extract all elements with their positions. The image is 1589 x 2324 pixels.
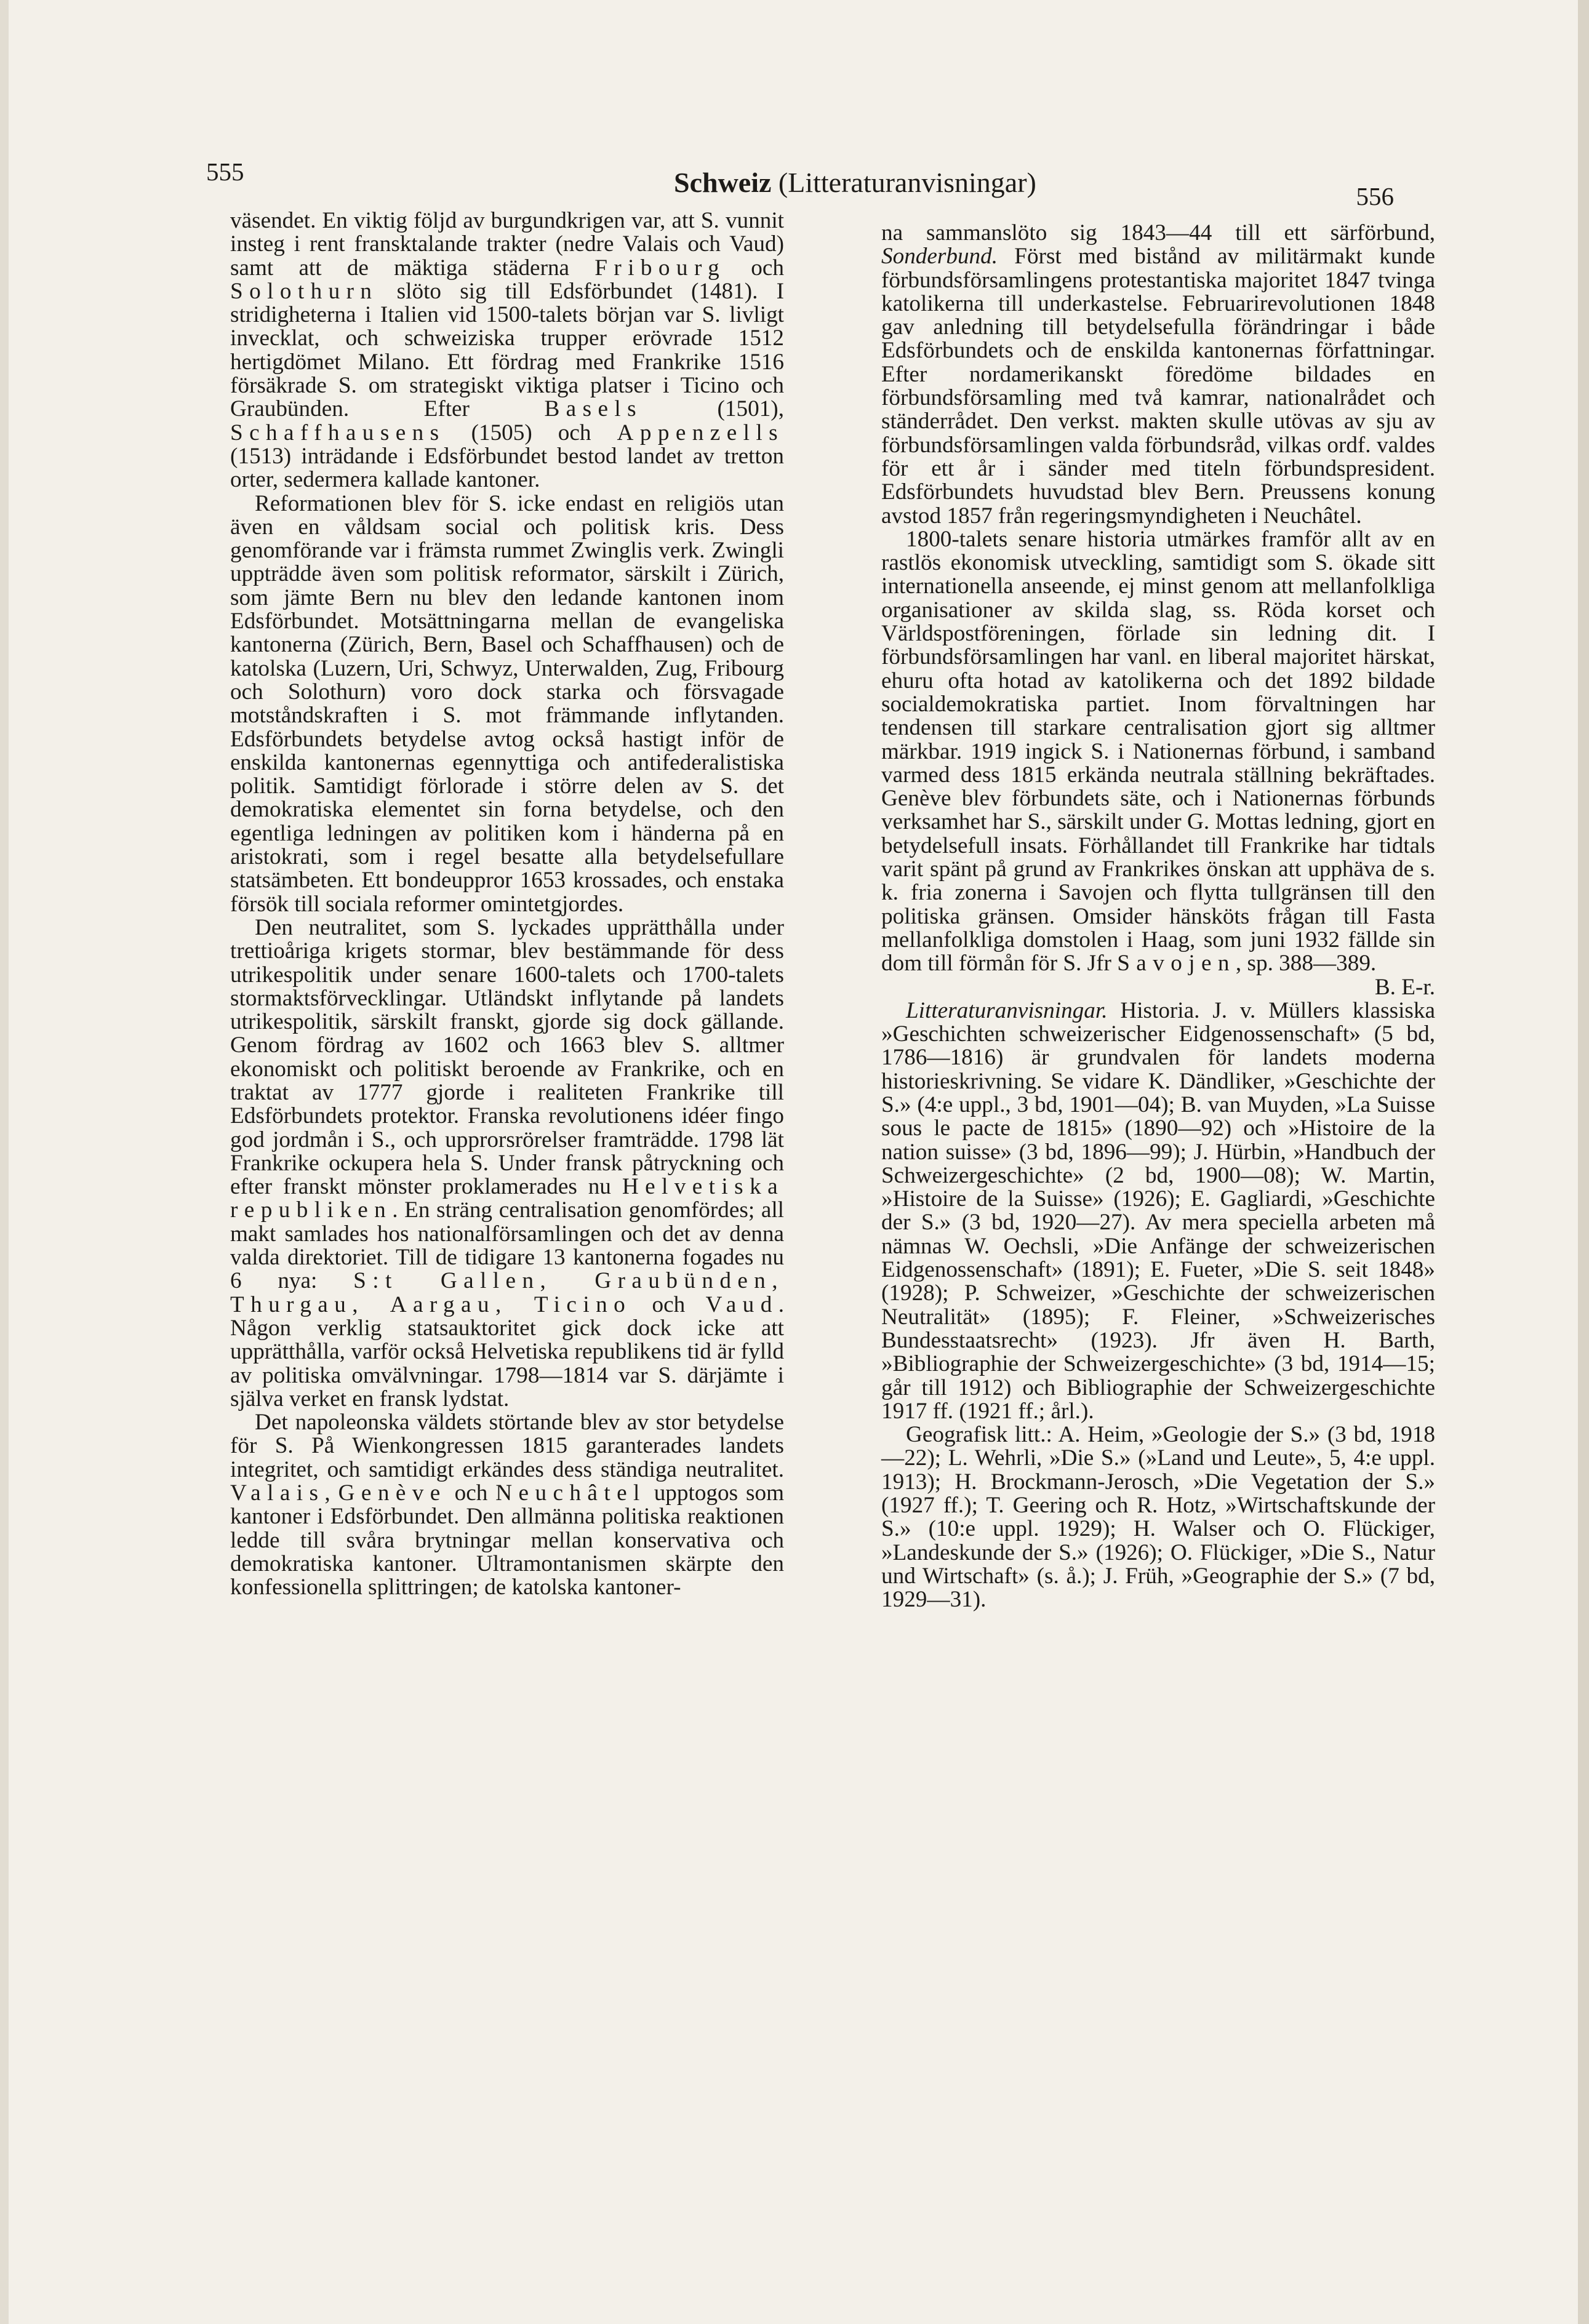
- text-run: och: [446, 1480, 496, 1506]
- title-bold: Schweiz: [674, 167, 772, 198]
- italic-term: Sonderbund.: [881, 244, 998, 270]
- paragraph: [881, 999, 1435, 1423]
- spaced-name: Vaud: [705, 1292, 778, 1317]
- text-run: och: [631, 1292, 706, 1317]
- text-run: (1501),: [642, 396, 784, 422]
- spaced-name: Solothurn: [230, 278, 378, 304]
- section-heading: Litteraturanvisningar.: [906, 997, 1108, 1023]
- text-run: Det napoleonska väldets störtande blev av stor betydelse för S. På Wienkongressen 1815 garanterades landets integritet, och samtidigt erkändes dess ständiga neutralitet.: [230, 1410, 784, 1482]
- spaced-name: Genève: [338, 1480, 447, 1506]
- page-edge-left: [0, 0, 9, 2324]
- page-number-left: 555: [206, 158, 244, 186]
- text-run: ,: [324, 1480, 338, 1506]
- page-edge-right: [1578, 0, 1589, 2324]
- text-run: slöto sig till Edsförbundet (1481). I stridigheterna i Italien vid 1500-talets början var S. livligt invecklat, och schweiziska trupper erövrade 1512 hertigdömet Milano. Ett fördrag med Frankrike 1516 försäkrade S. om strategiskt viktiga platser i Ticino och Graubünden. Efter: [230, 278, 784, 422]
- cross-reference: Savojen: [1117, 951, 1236, 976]
- text-run: na sammanslöto sig 1843—44 till ett särförbund,: [881, 220, 1435, 246]
- spaced-name: Valais: [230, 1480, 325, 1506]
- text-run: 1800-talets senare historia utmärkes framför allt av en rastlös ekonomisk utveckling, samtidigt som S. ökade sitt internationella anseende, ej minst genom att mellanfolkliga organisationer av skilda slag, ss. Röda korset och Världspostföreningen, förlade sin ledning dit. I förbundsförsamlingen har vanl. en liberal majoritet härskat, ehuru ofta hotad av katolikerna och det 1892 bildade socialdemokratiska partiet. Inom förvaltningen har tendensen till starkare centralisation gjort sig alltmer märkbar. 1919 ingick S. i Nationernas förbund, i samband varmed dess 1815 erkända neutrala ställning bekräftades. Genève blev förbundets säte, och i Nationernas förbunds verksamhet har S., särskilt under G. Mottas ledning, gjort en betydelsefull insats. Förhållandet till Frankrike har tidtals varit spänt på grund av Frankrikes önskan att upphäva de s. k. fria zonerna i Savojen och flytta tullgränsen till den politiska gränsen. Omsider hänsköts frågan till Fasta mellanfolkliga domstolen i Haag, som juni 1932 fällde sin dom till förmån för S. Jfr: [881, 526, 1435, 976]
- text-run: . En sträng centralisation genomfördes; all makt samlades hos nationalförsamlingen och det av denna valda direktoriet. Till de tidigare 13 kantonerna fogades nu 6 nya:: [230, 1197, 784, 1294]
- spaced-name: Fribourg: [594, 255, 726, 281]
- paragraph: [230, 916, 784, 1411]
- page-number-right: 556: [1356, 182, 1394, 210]
- paragraph: [230, 1411, 784, 1599]
- paragraph: Reformationen blev för S. icke endast en religiös utan även en våldsam social och politisk kris. Dess genomförande var i främsta rummet Zwinglis verk. Zwingli uppträdde även som politisk reformator, särskilt i Zürich, som jämte Bern nu blev den ledande kantonen inom Edsförbundet. Motsättningarna mellan de evangeliska kantonerna (Zürich, Bern, Basel och Schaffhausen) och de katolska (Luzern, Uri, Schwyz, Unterwalden, Zug, Fribourg och Solothurn) voro dock starka och försvagade motståndskraften i S. mot främmande inflytanden. Edsförbundets betydelse avtog också hastigt inför de enskilda kantonernas egennyttiga och antifederalistiska politik. Samtidigt förlorade i större delen av S. det demokratiska elementet sin forna betydelse, och den egentliga ledningen av politiken kom i händerna på en aristokrati, som i regel besatte alla betydelsefullare statsämbeten. Ett bondeuppror 1653 krossades, och enstaka försök till sociala reformer omintetgjordes.: [230, 490, 784, 917]
- column-right: [881, 222, 1435, 1612]
- spaced-name: Neuchâtel: [495, 1480, 646, 1506]
- paragraph: [230, 209, 784, 492]
- spaced-name: S:t Gallen, Graubünden, Thurgau, Aargau, Ticino: [230, 1268, 784, 1317]
- text-run: och: [726, 255, 784, 281]
- paragraph: Geografisk litt.: A. Heim, »Geologie der S.» (3 bd, 1918—22); L. Wehrli, »Die S.» (»Land und Leute», 5, 4:e uppl. 1913); H. Brockmann-Jerosch, »Die Vegetation der S.» (1927 ff.); T. Geering och R. Hotz, »Wirtschaftskunde der S.» (10:e uppl. 1929); H. Walser och O. Flückiger, »Landeskunde der S.» (1926); O. Flückiger, »Die S., Natur und Wirtschaft» (s. å.); J. Früh, »Geographie der S.» (7 bd, 1929—31).: [881, 1422, 1435, 1613]
- paragraph: [881, 222, 1435, 528]
- text-run: (1505) och: [445, 420, 617, 445]
- text-run: Den neutralitet, som S. lyckades upprätthålla under trettioåriga krigets stormar, blev bestämmande för dess utrikespolitik under senare 1600-talets och 1700-talets stormaktsförvecklingar. Utländskt inflytande på landets utrikespolitik, särskilt franskt, gjorde sig dock gällande. Genom fördrag av 1602 och 1663 blev S. alltmer ekonomiskt och politiskt beroende av Frankrike, och en traktat av 1777 gjorde i realiteten Frankrike till Edsförbundets protektor. Franska revolutionens idéer fingo god jordmån i S., och upprorsrörelser framträdde. 1798 lät Frankrike ockupera hela S. Under fransk påtryckning och efter franskt mönster proklamerades nu: [230, 914, 784, 1200]
- text-run: , sp. 388—389.: [1235, 951, 1377, 976]
- text-run: Först med bistånd av militärmakt kunde förbundsförsamlingens protestantiska majoritet 1847 tvinga katolikerna till underkastelse. Februarirevolutionen 1848 gav anledning till betydelsefulla förändringar i både Edsförbundets och de enskilda kantonernas författningar. Efter nordamerikanskt föredöme bildades en förbundsförsamling med två kamrar, nationalrådet och ständerrådet. Den verkst. makten skulle utövas av sju av förbundsförsamlingen valda förbundsråd, vilkas ordf. valdes för ett år i sänder med titeln förbundspresident. Edsförbundets huvudstad blev Bern. Preussens konung avstod 1857 från regeringsmyndigheten i Neuchâtel.: [881, 244, 1435, 529]
- running-header: [206, 151, 1394, 210]
- spaced-name: Basels: [544, 396, 643, 422]
- spaced-name: Schaffhausens: [230, 420, 446, 445]
- spaced-name: Appenzells: [617, 420, 784, 445]
- text-run: (1513) inträdande i Edsförbundet bestod landet av tretton orter, sedermera kallade kantoner.: [230, 443, 784, 493]
- paragraph: [881, 526, 1435, 1000]
- text-run: Historia. J. v. Müllers klassiska »Geschichten schweizerischer Eidgenossenschaft» (5 bd, 1786—1816) är grundvalen för landets moderna historieskrivning. Se vidare K. Dändliker, »Geschichte der S.» (4:e uppl., 3 bd, 1901—04); B. van Muyden, »La Suisse sous le pacte de 1815» (1890—92) och »Histoire de la nation suisse» (3 bd, 1896—99); J. Hürbin, »Handbuch der Schweizergeschichte» (2 bd, 1900—08); W. Martin, »Histoire de la Suisse» (1926); E. Gagliardi, »Geschichte der S.» (3 bd, 1920—27). Av mera speciella arbeten må nämnas W. Oechsli, »Die Anfänge der schweizerischen Eidgenossenschaft» (1891); E. Fueter, »Die S. seit 1848» (1928); P. Schweizer, »Geschichte der schweizerischen Neutralität» (1895); F. Fleiner, »Schweizerisches Bundesstaatsrecht» (1923). Jfr även H. Barth, »Bibliographie der Schweizergeschichte» (3 bd, 1914—15; går till 1912) och Bibliographie der Schweizergeschichte 1917 ff. (1921 ff.; årl.).: [881, 997, 1435, 1424]
- text-run: . Någon verklig statsauktoritet gick dock icke att upprätthålla, varför också Helvetiska republikens tid är fylld av politiska omvälvningar. 1798—1814 var S. därjämte i själva verket en fransk lydstat.: [230, 1292, 784, 1412]
- text-run: upptogos som kantoner i Edsförbundet. Den allmänna politiska reaktionen ledde till svåra brytningar mellan konservativa och demokratiska kantoner. Ultramontanismen skärpte den konfessionella splittringen; de katolska kantoner-: [230, 1480, 785, 1600]
- author-signature: B. E-r.: [1374, 974, 1435, 1000]
- running-title: [674, 166, 1036, 199]
- title-rest: (Litteraturanvisningar): [778, 167, 1036, 198]
- spaced-name: Helvetiska republiken: [230, 1174, 784, 1223]
- text-run: väsendet. En viktig följd av burgundkrigen var, att S. vunnit insteg i rent fransktalande trakter (nedre Valais och Vaud) samt att de mäktiga städerna: [230, 208, 784, 281]
- column-left: [230, 209, 784, 1600]
